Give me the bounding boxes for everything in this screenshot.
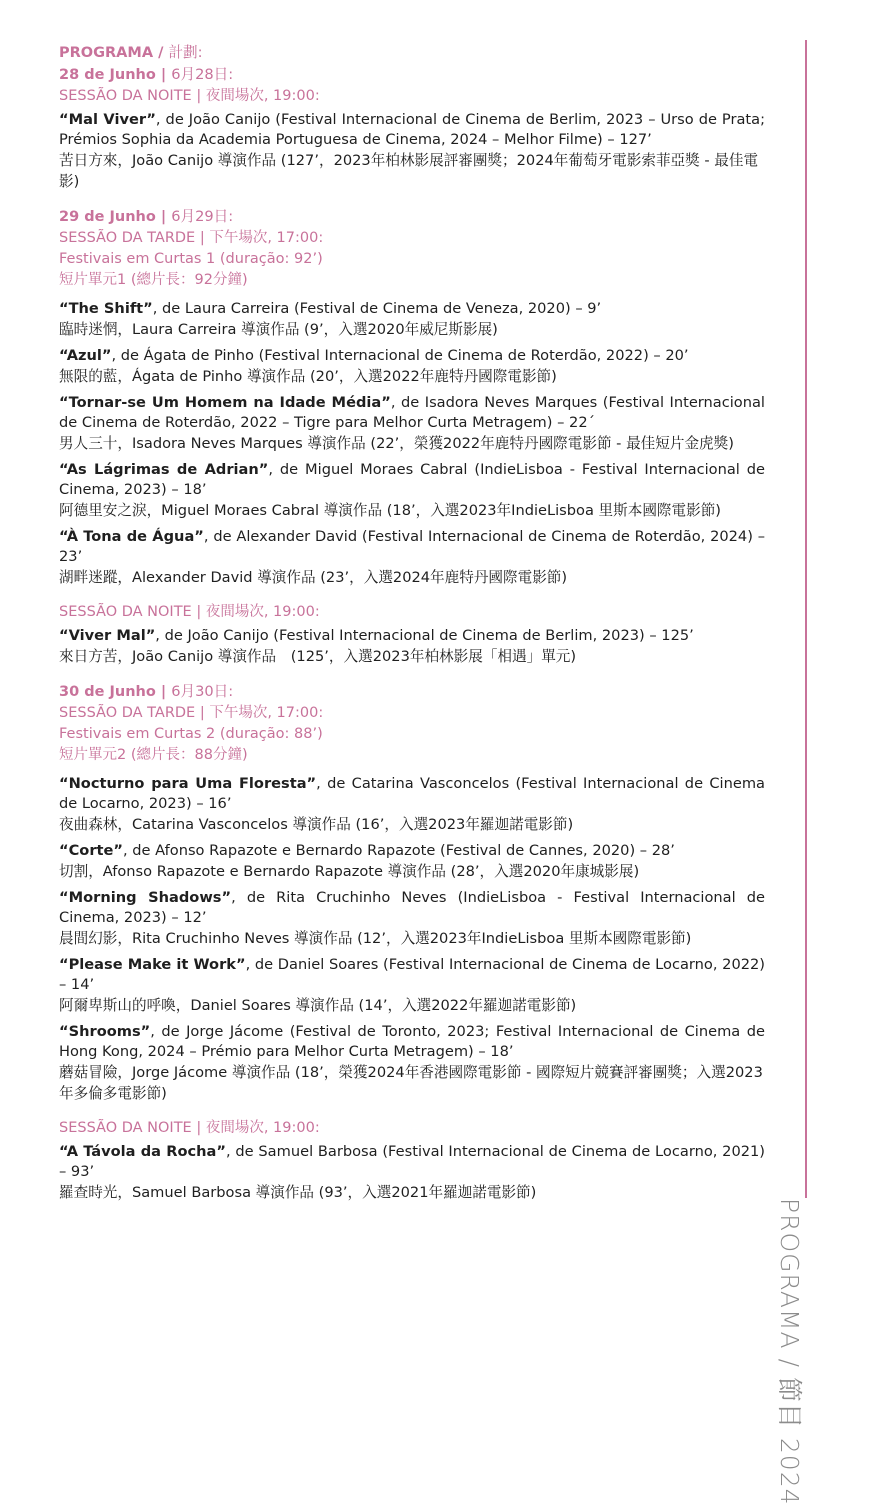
film-entry <box>59 346 765 387</box>
film-title: “Please Make it Work” <box>59 956 246 973</box>
film-description-pt <box>59 527 765 567</box>
session-subtitle: Festivais em Curtas 1 (duração: 92’) <box>59 251 323 267</box>
spacer <box>59 766 765 774</box>
film-description-cn: 晨間幻影，Rita Cruchinho Neves 導演作品 (12’，入選2023年IndieLisboa 里斯本國際電影節) <box>59 930 692 947</box>
film-description-cn: 無限的藍，Ágata de Pinho 導演作品 (20’，入選2022年鹿特丹國際電影節) <box>59 368 557 385</box>
day-heading <box>59 681 765 703</box>
film-entry <box>59 774 765 835</box>
film-description-cn: 男人三十，Isadora Neves Marques 導演作品 (22’，榮獲2022年鹿特丹國際電影節 - 最佳短片金虎獎) <box>59 435 734 452</box>
film-entry <box>59 110 765 192</box>
film-description-pt <box>59 955 765 995</box>
film-details: , de Daniel Soares (Festival Internacional de Cinema de Locarno, 2022) – 14’ <box>59 956 765 993</box>
film-details: , de Ágata de Pinho (Festival Internacional de Cinema de Roterdão, 2022) – 20’ <box>111 347 689 364</box>
film-entry <box>59 841 765 882</box>
program-day <box>59 192 765 667</box>
day-date-pt: 30 de Junho | <box>59 684 172 700</box>
film-description-pt <box>59 299 765 319</box>
day-heading <box>59 64 765 86</box>
day-date-cn: 6月28日: <box>171 66 234 83</box>
side-rule <box>805 40 807 1198</box>
film-description-cn: 臨時迷惘，Laura Carreira 導演作品 (9’，入選2020年威尼斯影展) <box>59 321 498 338</box>
film-title: “Mal Viver” <box>59 111 156 128</box>
film-description-cn: 蘑菇冒險，Jorge Jácome 導演作品 (18’，榮獲2024年香港國際電影節 - 國際短片競賽評審團獎；入選2023年多倫多電影節) <box>59 1064 763 1102</box>
film-details: , de João Canijo (Festival Internacional de Cinema de Berlim, 2023) – 125’ <box>155 627 694 644</box>
film-description-cn: 羅查時光，Samuel Barbosa 導演作品 (93’，入選2021年羅迦諾電影節) <box>59 1184 537 1201</box>
film-entry <box>59 393 765 454</box>
film-details: , de Rita Cruchinho Neves (IndieLisboa - Festival Internacional de Cinema, 2023) – 12’ <box>59 889 765 926</box>
film-details: , de Catarina Vasconcelos (Festival Internacional de Cinema de Locarno, 2023) – 16’ <box>59 775 765 812</box>
film-description-cn: 湖畔迷蹤，Alexander David 導演作品 (23’，入選2024年鹿特丹國際電影節) <box>59 569 568 586</box>
program-content <box>59 42 765 1203</box>
film-title: “Corte” <box>59 842 123 859</box>
film-details: , de Jorge Jácome (Festival de Toronto, 2023; Festival Internacional de Cinema de Hong Kong, 2024 – Prémio para Melhor Curta Metragem) – 18’ <box>59 1023 765 1060</box>
film-entry <box>59 1022 765 1104</box>
film-description-cn: 夜曲森林，Catarina Vasconcelos 導演作品 (16’，入選2023年羅迦諾電影節) <box>59 816 574 833</box>
film-description-pt <box>59 1142 765 1182</box>
film-entry <box>59 888 765 949</box>
film-description-pt <box>59 774 765 814</box>
session-label: SESSÃO DA TARDE | 下午場次, 17:00: <box>59 705 324 721</box>
film-entry <box>59 299 765 340</box>
film-description-cn: 來日方苦，João Canijo 導演作品 (125’，入選2023年柏林影展「相遇」單元) <box>59 648 577 665</box>
day-date-cn: 6月30日: <box>171 683 234 700</box>
side-label: PROGRAMA / 節目 2024 <box>775 1198 804 1506</box>
session-label: SESSÃO DA TARDE | 下午場次, 17:00: <box>59 230 324 246</box>
film-description-pt <box>59 346 765 366</box>
film-description-pt <box>59 888 765 928</box>
film-title: “À Tona de Água” <box>59 528 204 545</box>
film-details: , de Afonso Rapazote e Bernardo Rapazote (Festival de Cannes, 2020) – 28’ <box>123 842 675 859</box>
session-label: SESSÃO DA NOITE | 夜間場次, 19:00: <box>59 1120 320 1136</box>
film-description-cn: 阿爾卑斯山的呼喚，Daniel Soares 導演作品 (14’，入選2022年羅迦諾電影節) <box>59 997 577 1014</box>
film-details: , de Isadora Neves Marques (Festival Internacional de Cinema de Roterdão, 2022 – Tigre para Melhor Curta Metragem) – 22´ <box>59 394 765 431</box>
film-details: , de Alexander David (Festival Internacional de Cinema de Roterdão, 2024) – 23’ <box>59 528 765 565</box>
film-details: , de Laura Carreira (Festival de Cinema de Veneza, 2020) – 9’ <box>152 300 602 317</box>
film-title: “A Távola da Rocha” <box>59 1143 226 1160</box>
program-heading-cn: 計劃: <box>168 44 203 61</box>
film-description-pt <box>59 110 765 150</box>
film-description-pt <box>59 460 765 500</box>
film-details: , de Samuel Barbosa (Festival Internacional de Cinema de Locarno, 2021) – 93’ <box>59 1143 765 1180</box>
program-day <box>59 64 765 192</box>
film-title: “Morning Shadows” <box>59 889 232 906</box>
film-entry <box>59 955 765 1016</box>
spacer <box>59 291 765 299</box>
film-title: “The Shift” <box>59 300 153 317</box>
film-title: “Azul” <box>59 347 112 364</box>
program-heading-pt: PROGRAMA / <box>59 45 169 61</box>
session-label: SESSÃO DA NOITE | 夜間場次, 19:00: <box>59 88 320 104</box>
film-description-cn: 阿德里安之淚，Miguel Moraes Cabral 導演作品 (18’，入選2023年IndieLisboa 里斯本國際電影節) <box>59 502 721 519</box>
film-description-pt <box>59 1022 765 1062</box>
film-title: “Nocturno para Uma Floresta” <box>59 775 317 792</box>
days-list <box>59 64 765 1203</box>
spacer <box>59 1104 765 1118</box>
session-subtitle: 短片單元1 (總片長：92分鐘) <box>59 272 248 288</box>
session-subtitle: Festivais em Curtas 2 (duração: 88’) <box>59 726 323 742</box>
film-entry <box>59 626 765 667</box>
spacer <box>59 588 765 602</box>
film-entry <box>59 460 765 521</box>
day-date-pt: 28 de Junho | <box>59 67 172 83</box>
spacer <box>59 192 765 206</box>
session-subtitle: 短片單元2 (總片長：88分鐘) <box>59 747 248 763</box>
day-heading <box>59 206 765 228</box>
film-description-cn: 苦日方來，João Canijo 導演作品 (127’，2023年柏林影展評審團獎；2024年葡萄牙電影索菲亞獎 - 最佳電影) <box>59 152 759 190</box>
film-entry <box>59 527 765 588</box>
spacer <box>59 667 765 681</box>
program-day <box>59 667 765 1203</box>
film-description-pt <box>59 626 765 646</box>
day-date-cn: 6月29日: <box>171 208 234 225</box>
film-title: “As Lágrimas de Adrian” <box>59 461 269 478</box>
program-heading <box>59 42 765 64</box>
film-description-cn: 切割，Afonso Rapazote e Bernardo Rapazote 導演作品 (28’，入選2020年康城影展) <box>59 863 640 880</box>
film-details: , de Miguel Moraes Cabral (IndieLisboa - Festival Internacional de Cinema, 2023) – 18’ <box>59 461 765 498</box>
film-title: “Viver Mal” <box>59 627 156 644</box>
film-title: “Tornar-se Um Homem na Idade Média” <box>59 394 391 411</box>
film-title: “Shrooms” <box>59 1023 151 1040</box>
film-description-pt <box>59 393 765 433</box>
film-description-pt <box>59 841 765 861</box>
film-details: , de João Canijo (Festival Internacional de Cinema de Berlim, 2023 – Urso de Prata; Prémios Sophia da Academia Portuguesa de Cinema, 2024 – Melhor Filme) – 127’ <box>59 111 766 148</box>
session-label: SESSÃO DA NOITE | 夜間場次, 19:00: <box>59 604 320 620</box>
film-entry <box>59 1142 765 1203</box>
day-date-pt: 29 de Junho | <box>59 209 172 225</box>
